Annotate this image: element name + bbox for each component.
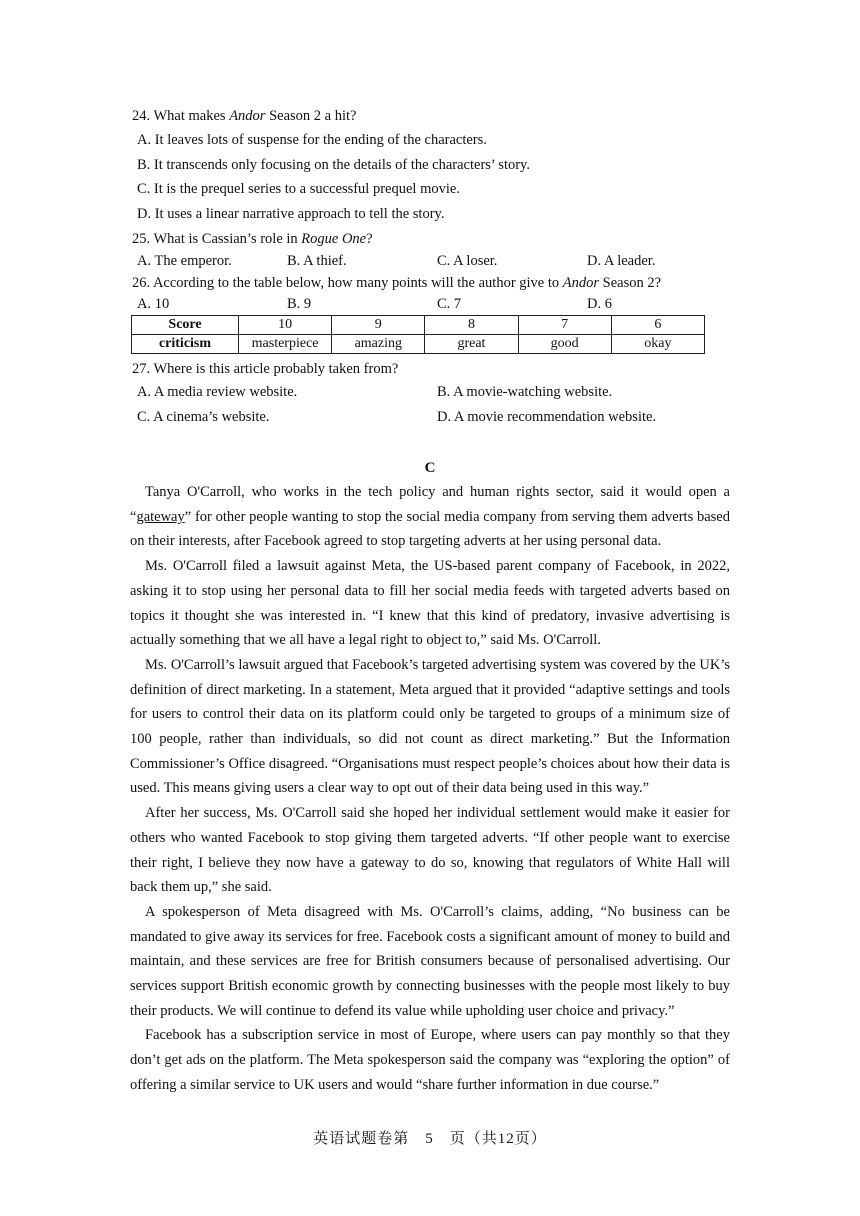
stem-text: ? — [366, 231, 373, 247]
q27-options-row-2 — [137, 409, 697, 429]
score-header: Score — [132, 316, 239, 335]
passage-paragraph: A spokesperson of Meta disagreed with Ms. O'Carroll’s claims, adding, “No business can be mandated to give away its services for free. Facebook costs a significant amount of money to build and maintain, and these services are free for British consumers because of personalised advertising. Our services support British economic growth by connecting businesses with the people most likely to buy their products. We will continue to defend its value while upholding user choice and privacy.” — [130, 903, 730, 1019]
q26-option-a: A. 10 — [137, 296, 170, 312]
score-cell: 8 — [425, 316, 518, 335]
paragraph-text: ” for other people wanting to stop the social media company from serving them adverts based on their interests, after Facebook agreed to stop targeting adverts at her using personal data. — [130, 508, 730, 550]
q24-option-b: B. It transcends only focusing on the details of the characters’ story. — [137, 157, 530, 173]
q26-option-d: D. 6 — [587, 296, 612, 312]
q26-option-c: C. 7 — [437, 296, 462, 312]
criticism-row — [132, 335, 705, 354]
score-cell: 10 — [239, 316, 332, 335]
passage-paragraph: Ms. O'Carroll’s lawsuit argued that Facebook’s targeted advertising system was covered by the UK’s definition of direct marketing. In a statement, Meta argued that it provided “adaptive settings and tools for users to control their data on its platform could only be targeted to groups of a minimum size of 100 people, rather than individuals, so did not count as direct marketing.” But the Information Commissioner’s Office disagreed. “Organisations must respect people’s choices about how their data is used. This means giving users a clear way to opt out of their data being used in this way.” — [130, 656, 730, 797]
criticism-cell: amazing — [332, 335, 425, 354]
q27-option-d: D. A movie recommendation website. — [437, 409, 657, 425]
criticism-cell: okay — [611, 335, 704, 354]
stem-text: Season 2 a hit? — [265, 108, 357, 124]
question-25-stem — [132, 231, 373, 248]
stem-title: Rogue One — [301, 231, 367, 247]
stem-text: 25. What is Cassian’s role in — [132, 231, 302, 247]
question-27-stem: 27. Where is this article probably taken from? — [132, 361, 399, 377]
question-26-stem — [132, 275, 661, 292]
page-footer: 英语试题卷第 5 页（共12页） — [313, 1131, 547, 1147]
q27-options-row-1 — [137, 384, 697, 404]
passage-paragraph — [130, 480, 730, 554]
q24-option-c: C. It is the prequel series to a successful prequel movie. — [137, 181, 460, 197]
score-cell: 7 — [518, 316, 611, 335]
q25-options — [137, 253, 697, 273]
q24-option-d: D. It uses a linear narrative approach to tell the story. — [137, 206, 445, 222]
q26-option-b: B. 9 — [287, 296, 312, 312]
q27-option-c: C. A cinema’s website. — [137, 409, 270, 425]
criticism-cell: great — [425, 335, 518, 354]
stem-text: Season 2? — [599, 275, 662, 291]
criticism-cell: good — [518, 335, 611, 354]
score-row — [132, 316, 705, 335]
stem-text: 26. According to the table below, how many points will the author give to — [132, 275, 563, 291]
underlined-word: gateway — [136, 508, 185, 525]
paragraph-text: Tanya O'Carroll, who works in the tech policy and human rights sector, said it would open a “ — [130, 484, 730, 525]
passage-paragraph: After her success, Ms. O'Carroll said she hoped her individual settlement would make it easier for others who wanted Facebook to stop giving them targeted adverts. “If other people want to exercise their right, I believe they now have a gateway to do so, knowing that regulators of White Hall will back them up,” she said. — [130, 805, 730, 896]
passage-paragraph: Facebook has a subscription service in most of Europe, where users can pay monthly so that they don’t get ads on the platform. The Meta spokesperson said the company was “exploring the option” of offering a similar service to UK users and would “share further information in due course.” — [130, 1027, 730, 1093]
question-24-stem — [132, 108, 356, 125]
stem-text: 24. What makes — [132, 108, 230, 124]
score-table — [131, 315, 705, 354]
q25-option-d: D. A leader. — [587, 253, 656, 269]
score-cell: 6 — [611, 316, 704, 335]
q27-option-b: B. A movie-watching website. — [437, 384, 613, 400]
passage-paragraph: Ms. O'Carroll filed a lawsuit against Meta, the US-based parent company of Facebook, in 2022, asking it to stop using her personal data to fill her social media feeds with targeted adverts based on topics it thought she was interested in. “I knew that this kind of predatory, invasive advertising is actually something that we all have a legal right to object to,” said Ms. O'Carroll. — [130, 558, 730, 649]
q25-option-b: B. A thief. — [287, 253, 347, 269]
section-heading: C — [424, 460, 436, 476]
reading-passage — [130, 480, 730, 1098]
q27-option-a: A. A media review website. — [137, 384, 298, 400]
q25-option-a: A. The emperor. — [137, 253, 232, 269]
criticism-header: criticism — [132, 335, 239, 354]
criticism-cell: masterpiece — [239, 335, 332, 354]
stem-title: Andor — [562, 275, 600, 291]
q24-option-a: A. It leaves lots of suspense for the ending of the characters. — [137, 132, 487, 148]
score-cell: 9 — [332, 316, 425, 335]
q26-options — [137, 296, 697, 316]
stem-title: Andor — [229, 108, 266, 124]
q25-option-c: C. A loser. — [437, 253, 498, 269]
